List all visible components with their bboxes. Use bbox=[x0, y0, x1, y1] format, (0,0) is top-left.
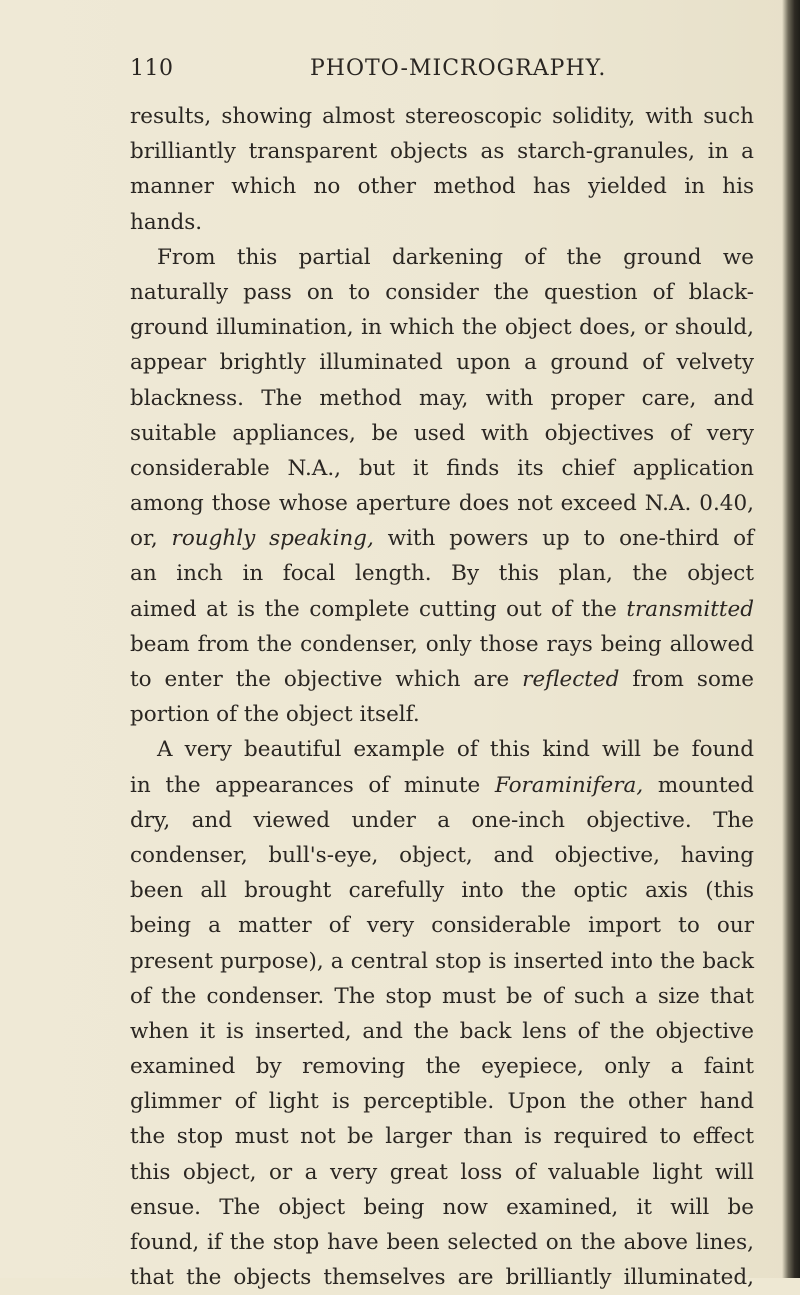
text-line: condenser, bull's-eye, object, and objective, having bbox=[130, 842, 754, 868]
text-line: aimed at is the complete cutting out of the transmitted bbox=[130, 596, 754, 622]
text-line: to enter the objective which are reflected from some bbox=[130, 667, 754, 692]
text-line: manner which no other method has yielded in his bbox=[130, 174, 754, 200]
text-line: in the appearances of minute Foraminifera, mounted bbox=[130, 772, 754, 798]
text-line: of the condenser. The stop must be of such a size that bbox=[130, 983, 754, 1009]
page-number: 110 bbox=[130, 56, 174, 81]
italic-phrase: roughly speaking, bbox=[171, 526, 374, 552]
body-text bbox=[130, 99, 754, 1295]
text-line: results, showing almost stereoscopic solidity, with such bbox=[130, 104, 754, 129]
text-line: considerable N.A., but it finds its chief application bbox=[130, 455, 754, 481]
italic-phrase: reflected bbox=[522, 667, 620, 692]
text-line: From this partial darkening of the ground we bbox=[157, 244, 754, 270]
page-edge-shadow bbox=[782, 0, 800, 1278]
text-line: ground illumination, in which the object does, or should, bbox=[130, 315, 754, 341]
page-header bbox=[130, 56, 770, 86]
text-line: brilliantly transparent objects as starch-granules, in a bbox=[130, 139, 754, 165]
text-line: or, roughly speaking, with powers up to one-third of bbox=[130, 526, 754, 552]
text-line: being a matter of very considerable import to our bbox=[130, 913, 754, 939]
text-line: hands. bbox=[130, 209, 203, 235]
text-line: among those whose aperture does not exceed N.A. 0.40, bbox=[130, 491, 754, 517]
text-line: blackness. The method may, with proper care, and bbox=[130, 385, 754, 411]
text-line: this object, or a very great loss of valuable light will bbox=[130, 1159, 754, 1185]
text-line: examined by removing the eyepiece, only a faint bbox=[130, 1054, 754, 1080]
text-line: present purpose), a central stop is inserted into the back bbox=[130, 948, 754, 974]
text-line: portion of the object itself. bbox=[130, 702, 420, 728]
text-line: A very beautiful example of this kind will be found bbox=[157, 737, 754, 763]
text-line: beam from the condenser, only those rays being allowed bbox=[130, 631, 754, 657]
text-line: that the objects themselves are brilliantly illuminated, bbox=[130, 1265, 754, 1291]
text-line: been all brought carefully into the optic axis (this bbox=[130, 878, 754, 904]
italic-phrase: transmitted bbox=[626, 596, 754, 622]
italic-phrase: Foraminifera, bbox=[494, 772, 644, 798]
text-line: appear brightly illuminated upon a ground of velvety bbox=[130, 350, 754, 376]
text-line: naturally pass on to consider the question of black- bbox=[130, 279, 754, 305]
text-line: an inch in focal length. By this plan, the object bbox=[130, 561, 754, 587]
text-line: ensue. The object being now examined, it will be bbox=[130, 1194, 754, 1220]
text-line: found, if the stop have been selected on the above lines, bbox=[130, 1230, 754, 1255]
text-line: when it is inserted, and the back lens of the objective bbox=[130, 1018, 754, 1044]
text-line: glimmer of light is perceptible. Upon the other hand bbox=[130, 1089, 754, 1115]
text-line: the stop must not be larger than is required to effect bbox=[130, 1124, 754, 1150]
running-head: PHOTO-MICROGRAPHY. bbox=[310, 56, 607, 81]
text-line: suitable appliances, be used with objectives of very bbox=[130, 420, 754, 446]
text-line: dry, and viewed under a one-inch objective. The bbox=[130, 807, 754, 833]
